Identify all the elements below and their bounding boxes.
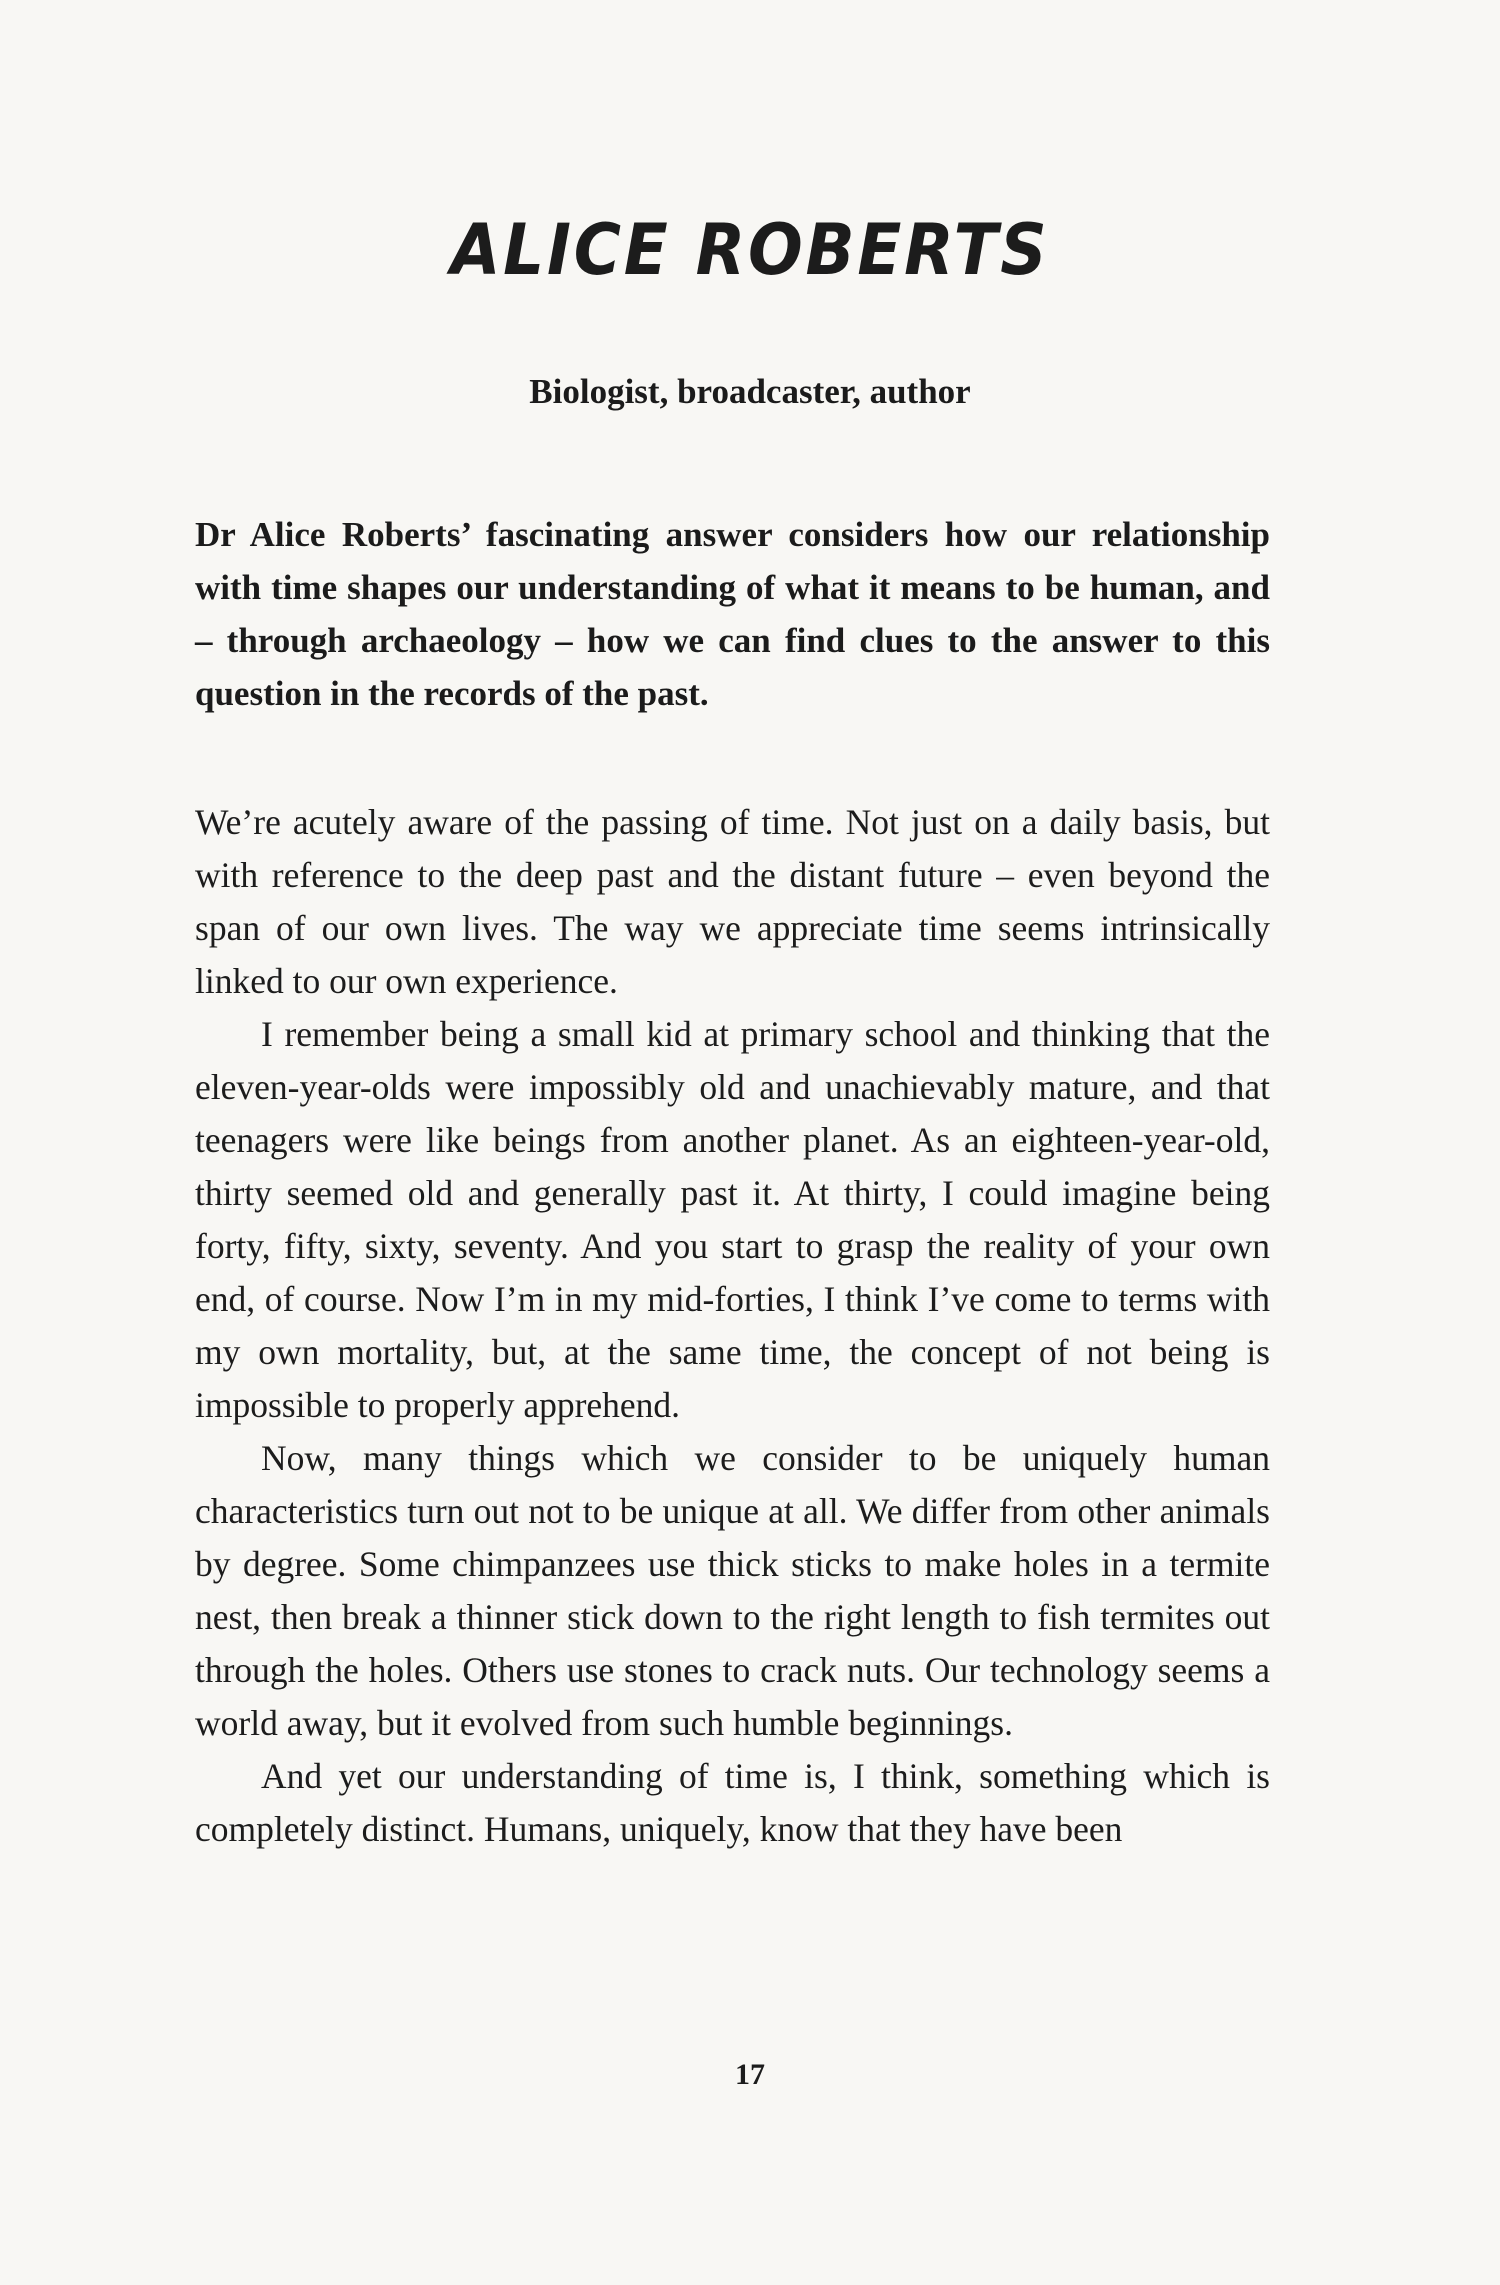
paragraph: And yet our understanding of time is, I think, something which is completely distinct. Humans, uniquely, know that they have been — [195, 1756, 1270, 1849]
paragraph: We’re acutely aware of the passing of time. Not just on a daily basis, but with reference to the deep past and the distant future – even beyond the span of our own lives. The way we appreciate time seems intrinsically linked to our own experience. — [195, 802, 1270, 1001]
chapter-subtitle: Biologist, broadcaster, author — [529, 372, 971, 411]
body-text — [195, 796, 1270, 1856]
page-number: 17 — [735, 2058, 765, 2091]
chapter-title: ALICE ROBERTS — [450, 209, 1050, 291]
paragraph: I remember being a small kid at primary school and thinking that the eleven-year-olds were impossibly old and unachievably mature, and that teenagers were like beings from another planet. As an eighteen-year-old, thirty seemed old and generally past it. At thirty, I could imagine being forty, fifty, sixty, seventy. And you start to grasp the reality of your own end, of course. Now I’m in my mid-forties, I think I’ve come to terms with my own mortality, but, at the same time, the concept of not being is impossible to properly apprehend. — [195, 1014, 1270, 1425]
paragraph: Now, many things which we consider to be uniquely human characteristics turn out not to be unique at all. We differ from other animals by degree. Some chimpanzees use thick sticks to make holes in a termite nest, then break a thinner stick down to the right length to fish termites out through the holes. Others use stones to crack nuts. Our technology seems a world away, but it evolved from such humble beginnings. — [195, 1438, 1270, 1743]
intro-paragraph: Dr Alice Roberts’ fascinating answer considers how our relationship with time shapes our understanding of what it means to be human, and – through archaeology – how we can find clues to the answer to this question in the records of the past. — [195, 515, 1270, 713]
